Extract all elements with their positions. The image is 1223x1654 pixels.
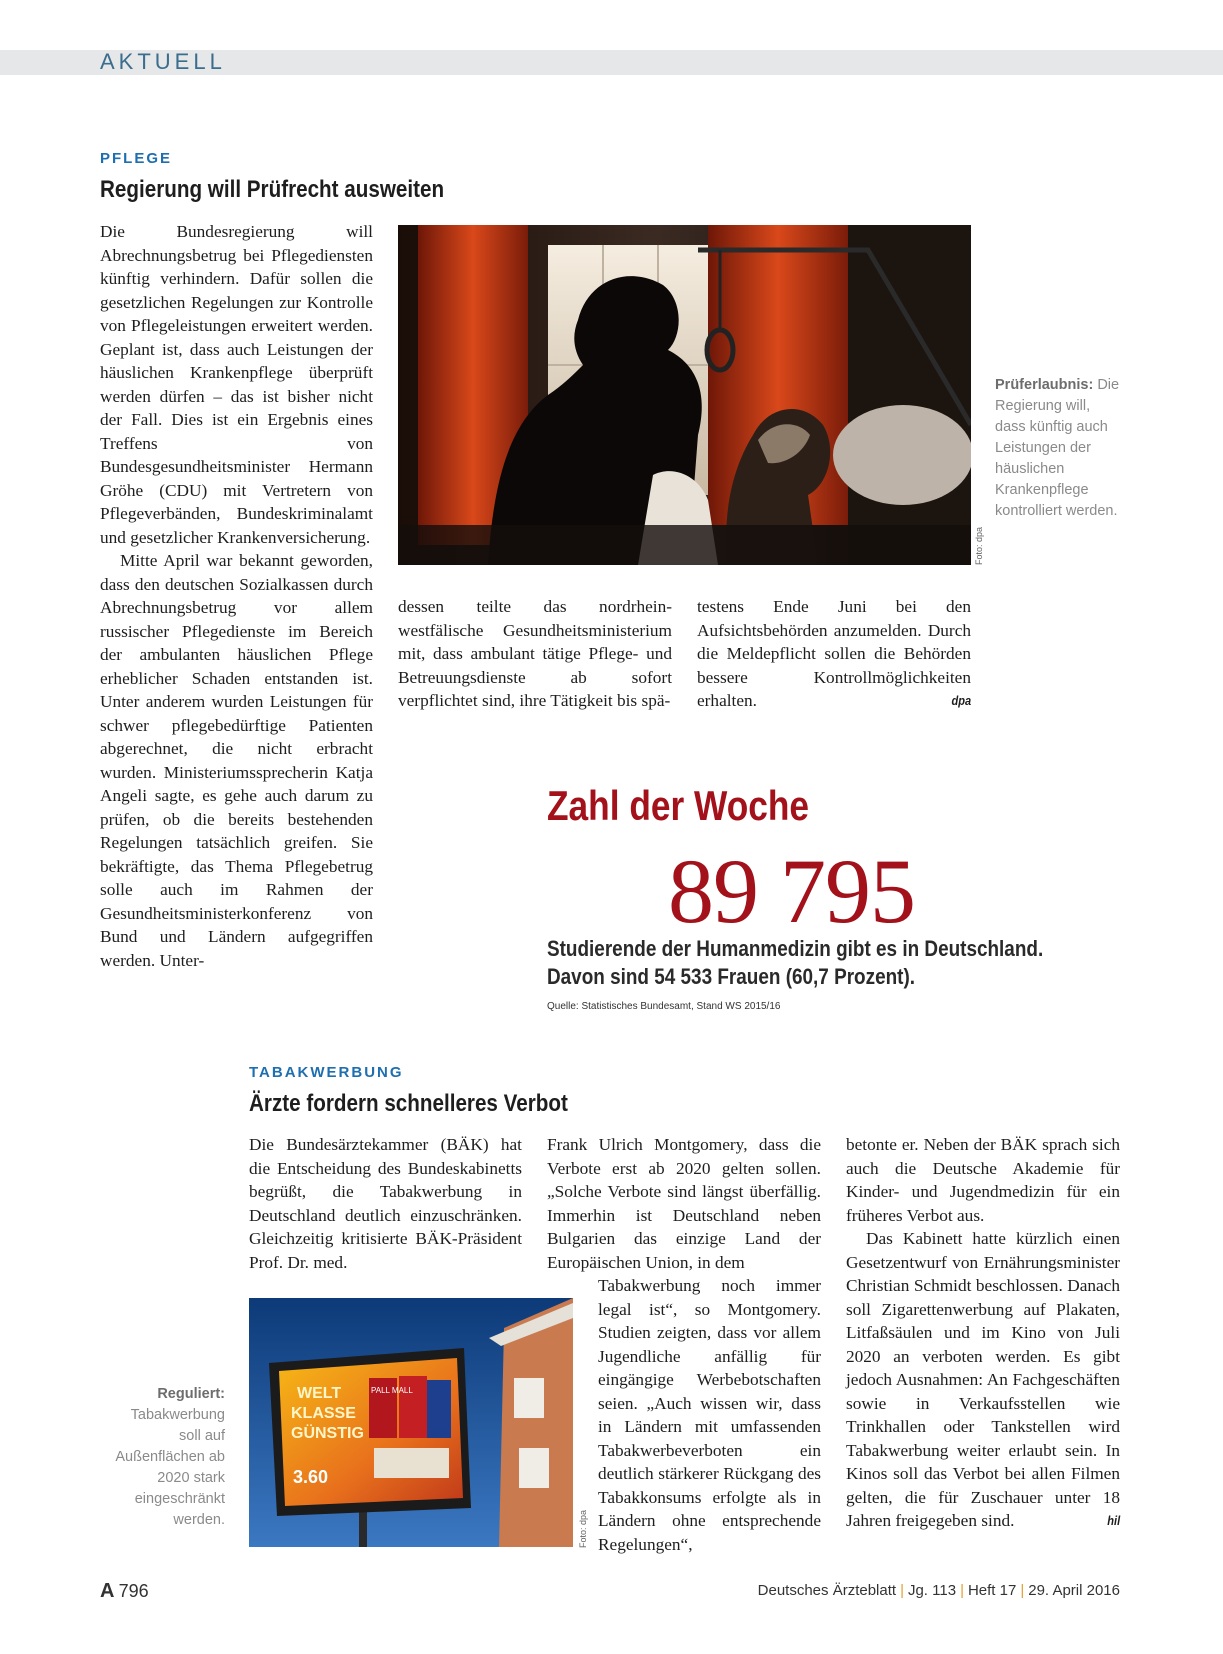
article2-col2-top-text: Frank Ulrich Montgomery, dass die Verbote erst ab 2020 gelten sollen. „Solche Verbote sind längst überfällig. Immerhin ist Deutschland neben Bulgarien das einzige Land der Europäischen Union, in dem: [547, 1135, 821, 1272]
billboard-text-2: KLASSE: [291, 1405, 356, 1422]
journal-volume: Jg. 113: [907, 1582, 957, 1599]
zahl-der-woche-title: Zahl der Woche: [547, 782, 810, 829]
article2-col3-body: Das Kabinett hatte kürzlich einen Gesetzentwurf von Ernährungsminister Christian Schmidt beschlossen. Danach soll Zigarettenwerbung auf Plakaten, Litfaßsäulen und im Kino von Juli 2020 an verboten werden. Es gibt jedoch Ausnahmen: An Fachgeschäften sowie in Verkaufsstellen wie Trinkhallen oder Tankstellen wird Tabakwerbung weiter erlaubt sein. In Kinos soll das Verbot bei allen Filmen gelten, die für Zuschauer unter 18 Jahren freigegeben sind.: [846, 1229, 1120, 1530]
zahl-der-woche-line2: Davon sind 54 533 Frauen (60,7 Prozent).: [547, 964, 916, 989]
article1-headline: Regierung will Prüfrecht ausweiten: [100, 176, 445, 203]
article2-author: hil: [1107, 1513, 1120, 1528]
article1-photo-care: [398, 225, 971, 565]
article1-photo-credit: Foto: dpa: [974, 526, 984, 565]
journal-date: 29. April 2016: [1028, 1582, 1120, 1599]
article1-photo-caption: [995, 375, 1120, 522]
article2-headline: Ärzte fordern schnelleres Verbot: [249, 1090, 568, 1117]
billboard-text-3: GÜNSTIG: [291, 1425, 364, 1442]
page-number-value: 796: [118, 1581, 149, 1601]
billboard-brand: PALL MALL: [371, 1386, 413, 1395]
journal-name: Deutsches Ärzteblatt: [757, 1582, 897, 1599]
journal-issue: Heft 17: [967, 1582, 1017, 1599]
article1-column-1: [100, 220, 373, 972]
article2-caption-label: Reguliert:: [157, 1386, 225, 1402]
journal-info: Deutsches Ärzteblatt | Jg. 113 | Heft 17 | 29. April 2016: [757, 1582, 1120, 1599]
article2-col2-bottom-text: Tabakwerbung noch immer legal ist“, so Montgomery. Studien zeigten, dass vor allem Jugendliche anfällig für eingängige Werbebotschaften seien. „Auch wissen wir, dass in Ländern mit umfassenden Tabakwerbeverboten ein deutlich stärkerer Rückgang des Tabakkonsums erfolgte als in Ländern ohne entsprechende Regelungen“,: [598, 1276, 821, 1554]
article1-paragraph-1: Die Bundesregierung will Abrechnungsbetrug bei Pflegediensten künftig verhindern. Dafür sollen die gesetzlichen Regelungen zur Kontrolle von Pflegeleistungen erweitert werden. Geplant ist, dass auch Leistungen der häuslichen Krankenpflege überprüft werden dürfen – das ist bisher nicht der Fall. Dies ist ein Ergebnis eines Treffens von Bundesgesundheitsminister Hermann Gröhe (CDU) mit Vertretern von Pflegeverbänden, Bundeskriminalamt und gesetzlicher Krankenversicherung.: [100, 222, 373, 547]
billboard-price: 3.60: [293, 1467, 329, 1487]
page-prefix: A: [100, 1580, 115, 1602]
article2-column-2-top: [547, 1133, 821, 1274]
billboard-text-1: WELT: [297, 1385, 342, 1402]
article1-author: dpa: [951, 693, 971, 708]
article1-caption-label: Prüferlaubnis:: [995, 377, 1094, 393]
article1-col3-body: testens Ende Juni bei den Aufsichtsbehörden anzumelden. Durch die Meldepflicht sollen die Behörden bessere Kontrollmöglichkeiten erhalten.: [697, 597, 971, 710]
article2-photo-billboard: [249, 1298, 573, 1547]
article1-col3-text: [697, 595, 971, 713]
zahl-der-woche-line1: Studierende der Humanmedizin gibt es in Deutschland.: [547, 936, 1044, 961]
article1-caption-text: Die Regierung will, dass künftig auch Leistungen der häuslichen Krankenpflege kontrolliert werden.: [995, 377, 1120, 519]
zahl-der-woche-number: 89 795: [668, 840, 915, 942]
article1-column-2: [398, 595, 672, 713]
article2-column-1: [249, 1133, 522, 1274]
zahl-der-woche-source: Quelle: Statistisches Bundesamt, Stand WS 2015/16: [547, 1001, 781, 1012]
article2-photo-caption: [108, 1384, 225, 1531]
article2-col3-paragraph-1: betonte er. Neben der BÄK sprach sich auch die Deutsche Akademie für Kinder- und Jugendmedizin für ein früheres Verbot aus.: [846, 1135, 1120, 1225]
article2-col1-text: Die Bundesärztekammer (BÄK) hat die Entscheidung des Bundeskabinetts begrüßt, die Tabakwerbung in Deutschland deutlich einzuschränken. Gleichzeitig kritisierte BÄK-Präsident Prof. Dr. med.: [249, 1135, 522, 1272]
article2-column-2-bottom: [598, 1274, 821, 1556]
article2-col3-paragraph-2: [846, 1227, 1120, 1533]
article2-photo-credit: Foto: dpa: [578, 1509, 588, 1548]
article1-col2-text: dessen teilte das nordrhein-westfälische Gesundheitsministerium mit, dass ambulant tätige Pflege- und Betreuungsdienste ab sofort verpflichtet sind, ihre Tätigkeit bis spä-: [398, 597, 672, 710]
page-number: [100, 1580, 149, 1603]
article1-paragraph-2: Mitte April war bekannt geworden, dass den deutschen Sozialkassen durch Abrechnungsbetrug vor allem russischer Pflegedienste im Bereich der ambulanten häuslichen Pflege erheblicher Schaden entstanden ist. Unter anderem wurden Leistungen für schwer pflegebedürftige Patienten abgerechnet, die nicht erbracht wurden. Ministeriumssprecherin Katja Angeli sagte, es gehe auch darum zu prüfen, ob die bereits bestehenden Regelungen tatsächlich greifen. Sie bekräftigte, das Thema Pflegebetrug solle auch im Rahmen der Gesundheitsministerkonferenz von Bund und Ländern aufgegriffen werden. Unter-: [100, 551, 373, 970]
article2-caption-text: Tabakwerbung soll auf Außenflächen ab 2020 stark eingeschränkt werden.: [115, 1407, 225, 1528]
section-label: AKTUELL: [100, 49, 226, 74]
article2-column-3: [846, 1133, 1120, 1533]
article1-kicker: PFLEGE: [100, 150, 173, 167]
article1-column-3: [697, 595, 971, 713]
article2-kicker: TABAKWERBUNG: [249, 1064, 404, 1081]
